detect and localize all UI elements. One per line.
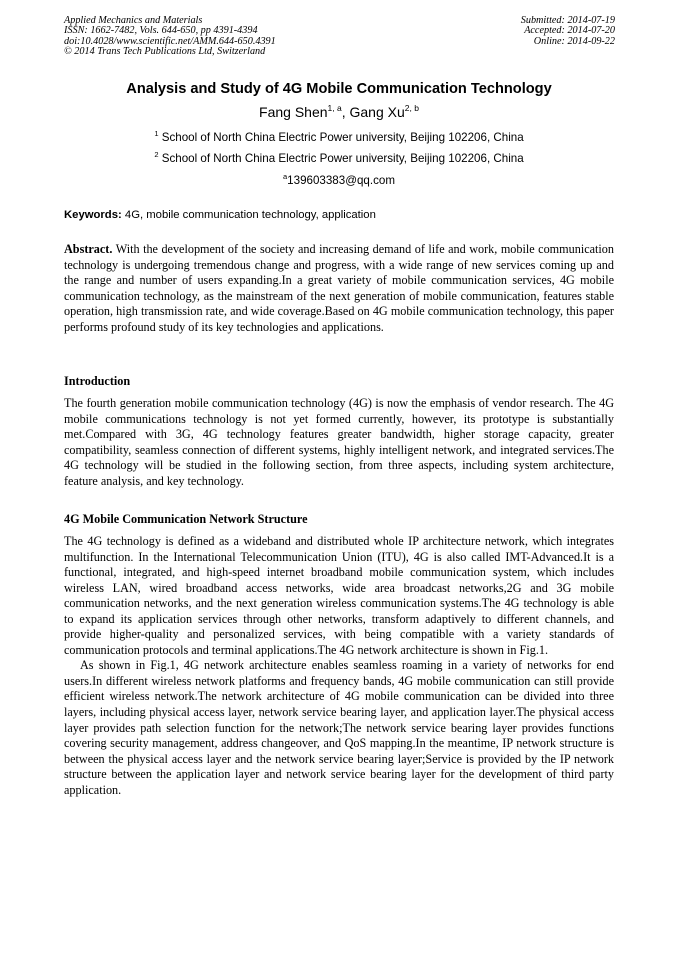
- journal-doi: doi:10.4028/www.scientific.net/AMM.644-650.4391: [64, 35, 276, 47]
- introduction-body: [64, 396, 614, 489]
- abstract-label: Abstract.: [64, 242, 113, 256]
- author-email: [0, 174, 678, 187]
- affiliation-superscript: 1: [154, 129, 159, 138]
- author-name: Fang Shen: [259, 104, 328, 120]
- author-line: [0, 104, 678, 120]
- affiliation-superscript: 2: [154, 150, 159, 159]
- journal-issn: ISSN: 1662-7482, Vols. 644-650, pp 4391-4394: [64, 25, 258, 37]
- submitted-date: Submitted: 2014-07-19: [520, 15, 615, 26]
- online-date: Online: 2014-09-22: [533, 35, 615, 47]
- affiliation-text: School of North China Electric Power university, Beijing 102206, China: [161, 131, 524, 144]
- publication-dates: [521, 16, 615, 47]
- keywords-text: 4G, mobile communication technology, application: [124, 209, 376, 221]
- affiliation-1: [0, 131, 678, 144]
- author-superscript: 2, b: [404, 103, 419, 113]
- abstract: [64, 242, 614, 335]
- journal-name: Applied Mechanics and Materials: [64, 15, 203, 26]
- network-structure-body: [64, 534, 614, 798]
- paper-title: Analysis and Study of 4G Mobile Communication Technology: [126, 81, 552, 97]
- section-heading-introduction: Introduction: [64, 374, 131, 388]
- affiliation-2: [0, 152, 678, 165]
- email-superscript: a: [283, 172, 288, 181]
- abstract-text: With the development of the society and increasing demand of life and work, mobile communication technology is undergoing tremendous change and progress, with a wide range of new services coming up and the range and number of users expanding.In a great variety of mobile communication services, 4G mobile communication technology, as the mainstream of the next generation of mobile communication, features stable operation, high transmission rate, and wide coverage.Based on 4G mobile communication technology, this paper performs profound study of its key technologies and applications.: [64, 242, 614, 334]
- abstract-paragraph: [64, 242, 614, 335]
- section-heading-network-structure: 4G Mobile Communication Network Structure: [64, 512, 308, 526]
- keywords: [64, 209, 376, 221]
- body-paragraph: The fourth generation mobile communication technology (4G) is now the emphasis of vendor research. The 4G mobile communications technology is not yet formed currently, however, its prototype is substantially met.Compared with 3G, 4G technology features greater bandwidth, higher storage capacity, greater compatibility, seamless connection of different systems, highly intelligent network, and integrated services.The 4G technology will be studied in the following section, from three aspects, including system architecture, feature analysis, and key technology.: [64, 396, 614, 488]
- keywords-label: Keywords:: [64, 209, 122, 221]
- journal-info: [64, 16, 276, 58]
- body-paragraph: As shown in Fig.1, 4G network architecture enables seamless roaming in a variety of networks for end users.In different wireless network platforms and frequency bands, 4G mobile communication can still provide efficient wireless network.The network architecture of 4G mobile communication can be divided into three layers, including physical access layer, network service bearing layer, and application layer.The physical access layer provides path selection function for the network;The network service bearing layer provides functions covering security management, address changeover, and QoS mapping.In the meantime, IP network structure is between the physical access layer and the network service bearing layer;Service is provided by the IP network structure between the application layer and network service bearing layer for the development of third party application.: [64, 658, 614, 797]
- accepted-date: Accepted: 2014-07-20: [524, 25, 615, 37]
- email-text: 139603383@qq.com: [287, 174, 395, 187]
- author-superscript: 1, a: [327, 103, 342, 113]
- body-paragraph: The 4G technology is defined as a wideband and distributed whole IP architecture network, which integrates multifunction. In the International Telecommunication Union (ITU), 4G is also called IMT-Advanced.It is a functional, integrated, and high-speed internet broadband mobile communication system, which includes wireless LAN, wired broadband access networks, wide area broadcast networks,2G and 3G mobile communication networks, and the next generation wireless communication systems.The 4G technology is able to expand its application services through other networks, transform adaptively to different channels, and provide higher-quality and personalized services, with being compatible with a variety standards of communication protocols and terminal applications.The 4G network architecture is shown in Fig.1.: [64, 534, 614, 657]
- journal-copyright: © 2014 Trans Tech Publications Ltd, Switzerland: [64, 46, 266, 58]
- affiliation-text: School of North China Electric Power university, Beijing 102206, China: [161, 152, 524, 165]
- author-name: Gang Xu: [349, 104, 405, 120]
- author-separator: ,: [341, 104, 350, 120]
